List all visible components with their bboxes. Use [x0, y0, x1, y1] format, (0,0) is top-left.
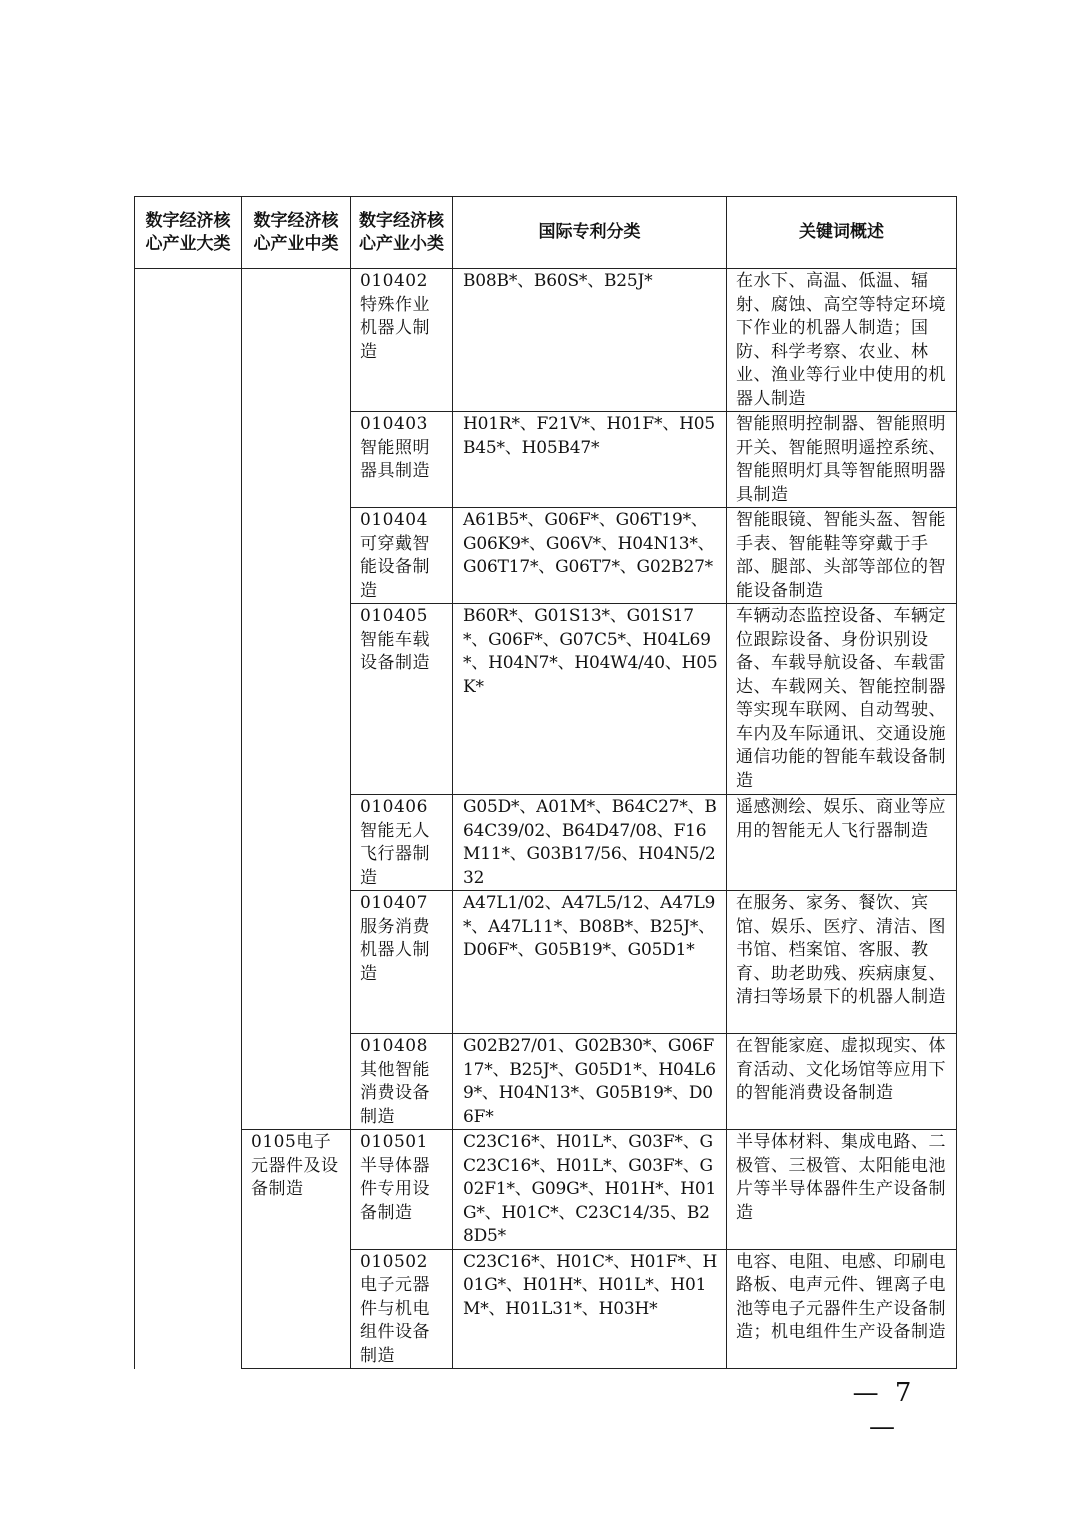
- major-category-cell: [135, 269, 242, 1369]
- header-minor-category: 数字经济核心产业小类: [351, 197, 453, 269]
- keywords-cell: 智能照明控制器、智能照明开关、智能照明遥控系统、智能照明灯具等智能照明器具制造: [727, 412, 957, 508]
- middle-category-cell-0105: 0105电子元器件及设备制造: [242, 1130, 351, 1369]
- page-number: — 7 —: [852, 1378, 916, 1442]
- keywords-cell: 车辆动态监控设备、车辆定位跟踪设备、身份识别设备、车载导航设备、车载雷达、车载网关、智能控制器等实现车联网、自动驾驶、车内及车际通讯、交通设施通信功能的智能车载设备制造: [727, 604, 957, 795]
- minor-category-cell: 010405智能车载设备制造: [351, 604, 453, 795]
- minor-category-cell: 010407服务消费机器人制造: [351, 891, 453, 1034]
- minor-category-cell: 010501半导体器件专用设备制造: [351, 1130, 453, 1250]
- ipc-cell: B08B*、B60S*、B25J*: [453, 269, 727, 412]
- table-header-row: [135, 197, 957, 269]
- industry-classification-table: [134, 196, 957, 1369]
- ipc-cell: A47L1/02、A47L5/12、A47L9*、A47L11*、B08B*、B25J*、D06F*、G05B19*、G05D1*: [453, 891, 727, 1034]
- table-row: [135, 1130, 957, 1250]
- minor-category-cell: 010406智能无人飞行器制造: [351, 795, 453, 891]
- minor-category-cell: 010502电子元器件与机电组件设备制造: [351, 1249, 453, 1369]
- keywords-cell: 电容、电阻、电感、印刷电路板、电声元件、锂离子电池等电子元器件生产设备制造；机电组件生产设备制造: [727, 1249, 957, 1369]
- minor-category-cell: 010408其他智能消费设备制造: [351, 1034, 453, 1130]
- keywords-cell: 在服务、家务、餐饮、宾馆、娱乐、医疗、清洁、图书馆、档案馆、客服、教育、助老助残、疾病康复、清扫等场景下的机器人制造: [727, 891, 957, 1034]
- ipc-cell: G02B27/01、G02B30*、G06F17*、B25J*、G05D1*、H04L69*、H04N13*、G05B19*、D06F*: [453, 1034, 727, 1130]
- ipc-cell: A61B5*、G06F*、G06T19*、G06K9*、G06V*、H04N13*、G06T17*、G06T7*、G02B27*: [453, 508, 727, 604]
- minor-category-cell: 010402特殊作业机器人制造: [351, 269, 453, 412]
- ipc-cell: B60R*、G01S13*、G01S17*、G06F*、G07C5*、H04L69*、H04N7*、H04W4/40、H05K*: [453, 604, 727, 795]
- keywords-cell: 在水下、高温、低温、辐射、腐蚀、高空等特定环境下作业的机器人制造；国防、科学考察、农业、林业、渔业等行业中使用的机器人制造: [727, 269, 957, 412]
- header-ipc: 国际专利分类: [453, 197, 727, 269]
- header-major-category: 数字经济核心产业大类: [135, 197, 242, 269]
- minor-category-cell: 010403智能照明器具制造: [351, 412, 453, 508]
- ipc-cell: C23C16*、H01L*、G03F*、GC23C16*、H01L*、G03F*、G02F1*、G09G*、H01H*、H01G*、H01C*、C23C14/35、B28D5*: [453, 1130, 727, 1250]
- table-row: [135, 269, 957, 412]
- header-keywords: 关键词概述: [727, 197, 957, 269]
- middle-category-cell-continued: [242, 269, 351, 1130]
- ipc-cell: H01R*、F21V*、H01F*、H05B45*、H05B47*: [453, 412, 727, 508]
- ipc-cell: G05D*、A01M*、B64C27*、B64C39/02、B64D47/08、F16M11*、G03B17/56、H04N5/232: [453, 795, 727, 891]
- keywords-cell: 在智能家庭、虚拟现实、体育活动、文化场馆等应用下的智能消费设备制造: [727, 1034, 957, 1130]
- keywords-cell: 智能眼镜、智能头盔、智能手表、智能鞋等穿戴于手部、腿部、头部等部位的智能设备制造: [727, 508, 957, 604]
- keywords-cell: 半导体材料、集成电路、二极管、三极管、太阳能电池片等半导体器件生产设备制造: [727, 1130, 957, 1250]
- minor-category-cell: 010404可穿戴智能设备制造: [351, 508, 453, 604]
- ipc-cell: C23C16*、H01C*、H01F*、H01G*、H01H*、H01L*、H01M*、H01L31*、H03H*: [453, 1249, 727, 1369]
- header-middle-category: 数字经济核心产业中类: [242, 197, 351, 269]
- keywords-cell: 遥感测绘、娱乐、商业等应用的智能无人飞行器制造: [727, 795, 957, 891]
